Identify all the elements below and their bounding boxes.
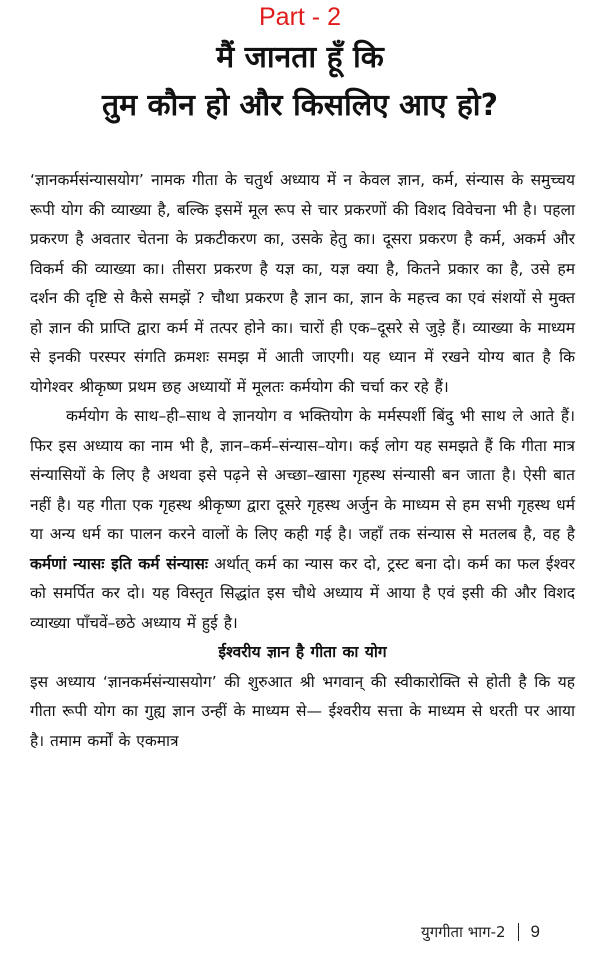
- paragraph-2-text-a: कर्मयोग के साथ–ही–साथ वे ज्ञानयोग व भक्तियोग के मर्मस्पर्शी बिंदु भी साथ ले आते हैं। फिर इस अध्याय का नाम भी है, ज्ञान–कर्म–संन्यास–योग। कई लोग यह समझते हैं कि गीता मात्र संन्यासियों के लिए है अथवा इसे पढ़ने से अच्छा–खासा गृहस्थ संन्यासी बन जाता है। ऐसी बात नहीं है। यह गीता एक गृहस्थ श्रीकृष्ण द्वारा दूसरे गृहस्थ अर्जुन के माध्यम से हम सभी गृहस्थ धर्म या अन्य धर्म का पालन करने वालों के लिए कही गई है। जहाँ तक संन्यास से मतलब है, वह है: [30, 407, 575, 543]
- chapter-title-line-2: तुम कौन हो और किसलिए आए हो?: [102, 88, 498, 123]
- chapter-title-line-1: मैं जानता हूँ कि: [216, 40, 384, 75]
- paragraph-3: इस अध्याय ‘ज्ञानकर्मसंन्यासयोग’ की शुरुआत श्री भगवान् की स्वीकारोक्ति से होती है कि यह गीता रूपी योग का गुह्य ज्ञान उन्हीं के माध्यम से— ईश्वरीय सत्ता के माध्यम से धरती पर आया है। तमाम कर्मों के एकमात्र: [30, 672, 575, 750]
- section-subheading: ईश्वरीय ज्ञान है गीता का योग: [218, 643, 387, 661]
- page-number: 9: [530, 922, 540, 941]
- paragraph-1: ‘ज्ञानकर्मसंन्यासयोग’ नामक गीता के चतुर्थ अध्याय में न केवल ज्ञान, कर्म, संन्यास के समुच्चय रूपी योग की व्याख्या है, बल्कि इसमें मूल रूप से चार प्रकरणों की विशद विवेचना भी है। पहला प्रकरण है अवतार चेतना के प्रकटीकरण का, उसके हेतु का। दूसरा प्रकरण है कर्म, अकर्म और विकर्म की व्याख्या का। तीसरा प्रकरण है यज्ञ का, यज्ञ क्या है, कितने प्रकार का है, उसे हम दर्शन की दृष्टि से कैसे समझें ? चौथा प्रकरण है ज्ञान का, ज्ञान के महत्त्व का एवं संशयों से मुक्त हो ज्ञान की प्राप्ति द्वारा कर्म में तत्पर होने का। चारों ही एक–दूसरे से जुड़े हैं। व्याख्या के माध्यम से इनकी परस्पर संगति क्रमशः समझ में आती जाएगी। यह ध्यान में रखने योग्य बात है कि योगेश्वर श्रीकृष्ण प्रथम छह अध्यायों में मूलतः कर्मयोग की चर्चा कर रहे हैं।: [30, 171, 575, 396]
- part-label: Part - 2: [259, 3, 341, 31]
- page-footer: [421, 922, 540, 942]
- footer-divider: [518, 923, 519, 941]
- paragraph-2-text-b: अर्थात् कर्म का न्यास कर दो, ट्रस्ट बना दो। कर्म का फल ईश्वर को समर्पित कर दो। यह विस्तृत सिद्धांत इस चौथे अध्याय में आया है एवं इसी की और विशद व्याख्या पाँचवें–छठे अध्याय में हुई है।: [30, 554, 575, 632]
- book-title: युगगीता भाग-2: [421, 923, 506, 941]
- paragraph-2: [30, 402, 575, 638]
- sanskrit-quote: कर्मणां न्यासः इति कर्म संन्यासः: [30, 554, 208, 573]
- article-body: [30, 166, 575, 756]
